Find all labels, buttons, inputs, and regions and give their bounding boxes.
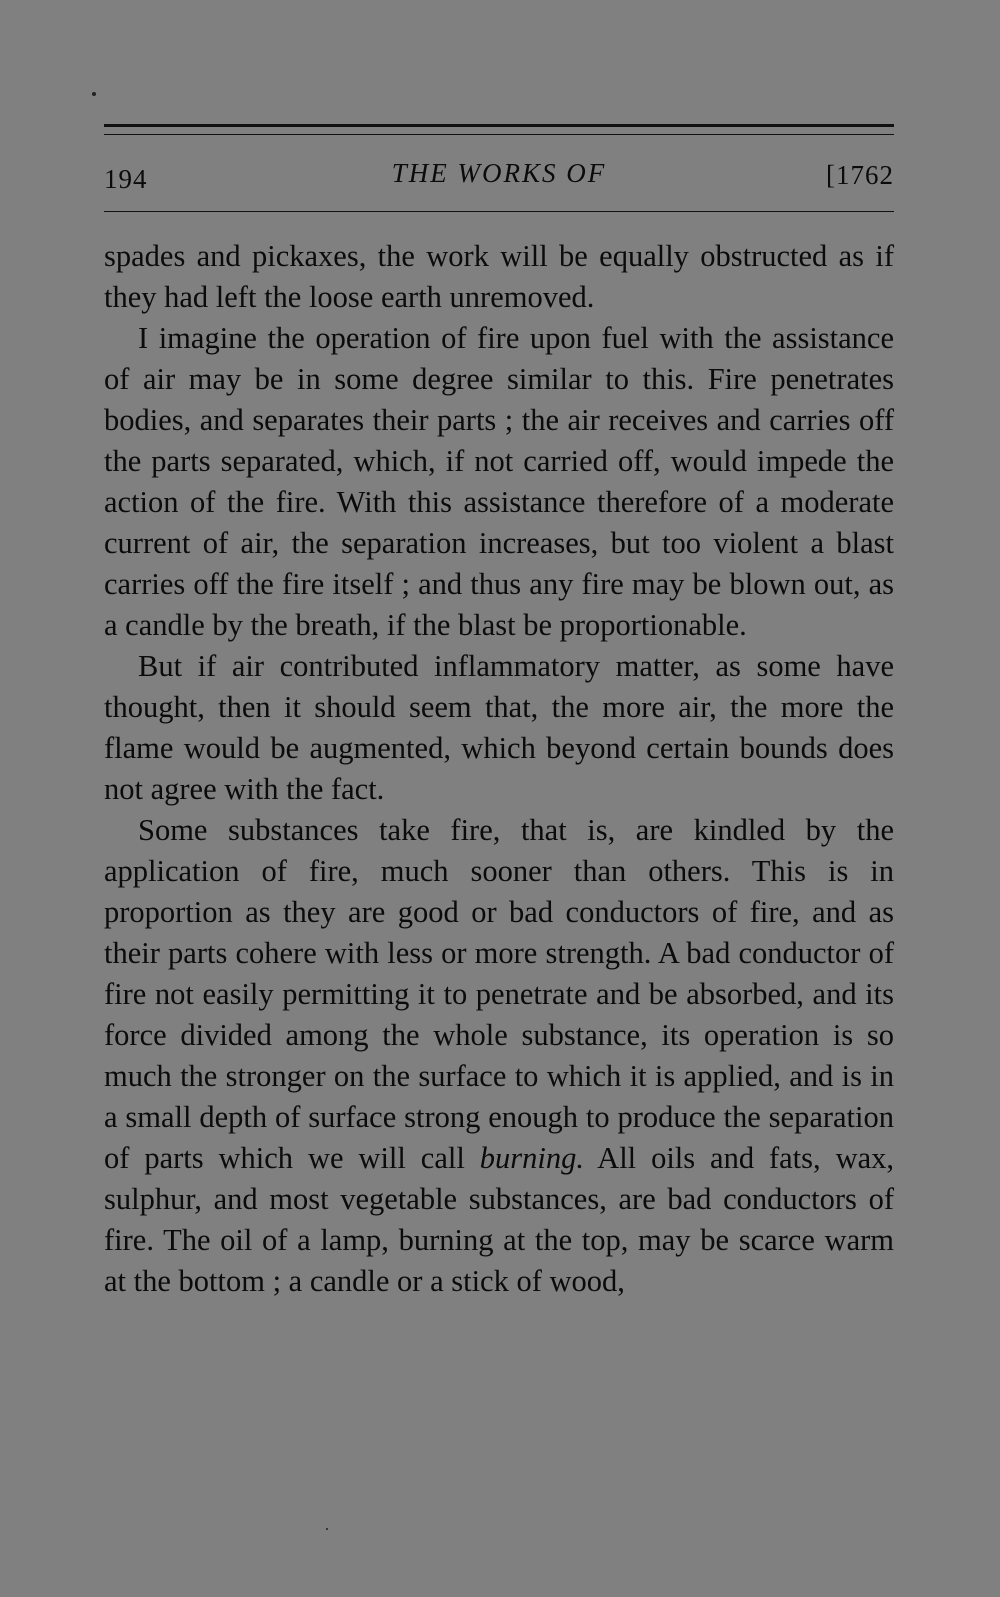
running-title: THE WORKS OF (391, 158, 607, 188)
body-text (104, 236, 894, 1302)
italic-term-burning: burning. (479, 1141, 584, 1175)
running-head (104, 158, 894, 198)
running-year: [1762 (826, 160, 894, 190)
paragraph-4 (104, 810, 894, 1302)
paragraph-3: But if air contributed inflammatory matter, as some have thought, then it should seem that, the more air, the more the flame would be augmented, which beyond certain bounds does not agree with the fact. (104, 649, 894, 806)
header-rule-bottom (104, 211, 894, 212)
header-rule-thick (104, 124, 894, 127)
paragraph-4-text-a: Some substances take fire, that is, are kindled by the application of fire, much sooner than others. This is in proportion as they are good or bad conductors of fire, and as their parts cohere with less or more strength. A bad conductor of fire not easily permitting it to penetrate and be absorbed, and its force divided among the whole substance, its operation is so much the stronger on the surface to which it is applied, and is in a small depth of surface strong enough to produce the separation of parts which we will call (104, 813, 894, 1175)
paragraph-1: spades and pickaxes, the work will be equally obstructed as if they had left the loose earth unremoved. (104, 239, 894, 314)
page-number: 194 (104, 164, 148, 194)
paragraph-4-text-b: All oils and fats, wax, sulphur, and most vegetable substances, are bad conductors of fire. The oil of a lamp, burning at the top, may be scarce warm at the bottom ; a candle or a stick of wood, (104, 1141, 895, 1298)
paragraph-2: I imagine the operation of fire upon fuel with the assistance of air may be in some degree similar to this. Fire penetrates bodies, and separates their parts ; the air receives and carries off the parts separated, which, if not carried off, would impede the action of the fire. With this assistance therefore of a moderate current of air, the separation increases, but too violent a blast carries off the fire itself ; and thus any fire may be blown out, as a candle by the breath, if the blast be proportionable. (104, 321, 894, 642)
header-rule-thin (104, 134, 894, 135)
stray-mark-top (92, 92, 96, 96)
stray-mark-bottom (326, 1528, 328, 1530)
